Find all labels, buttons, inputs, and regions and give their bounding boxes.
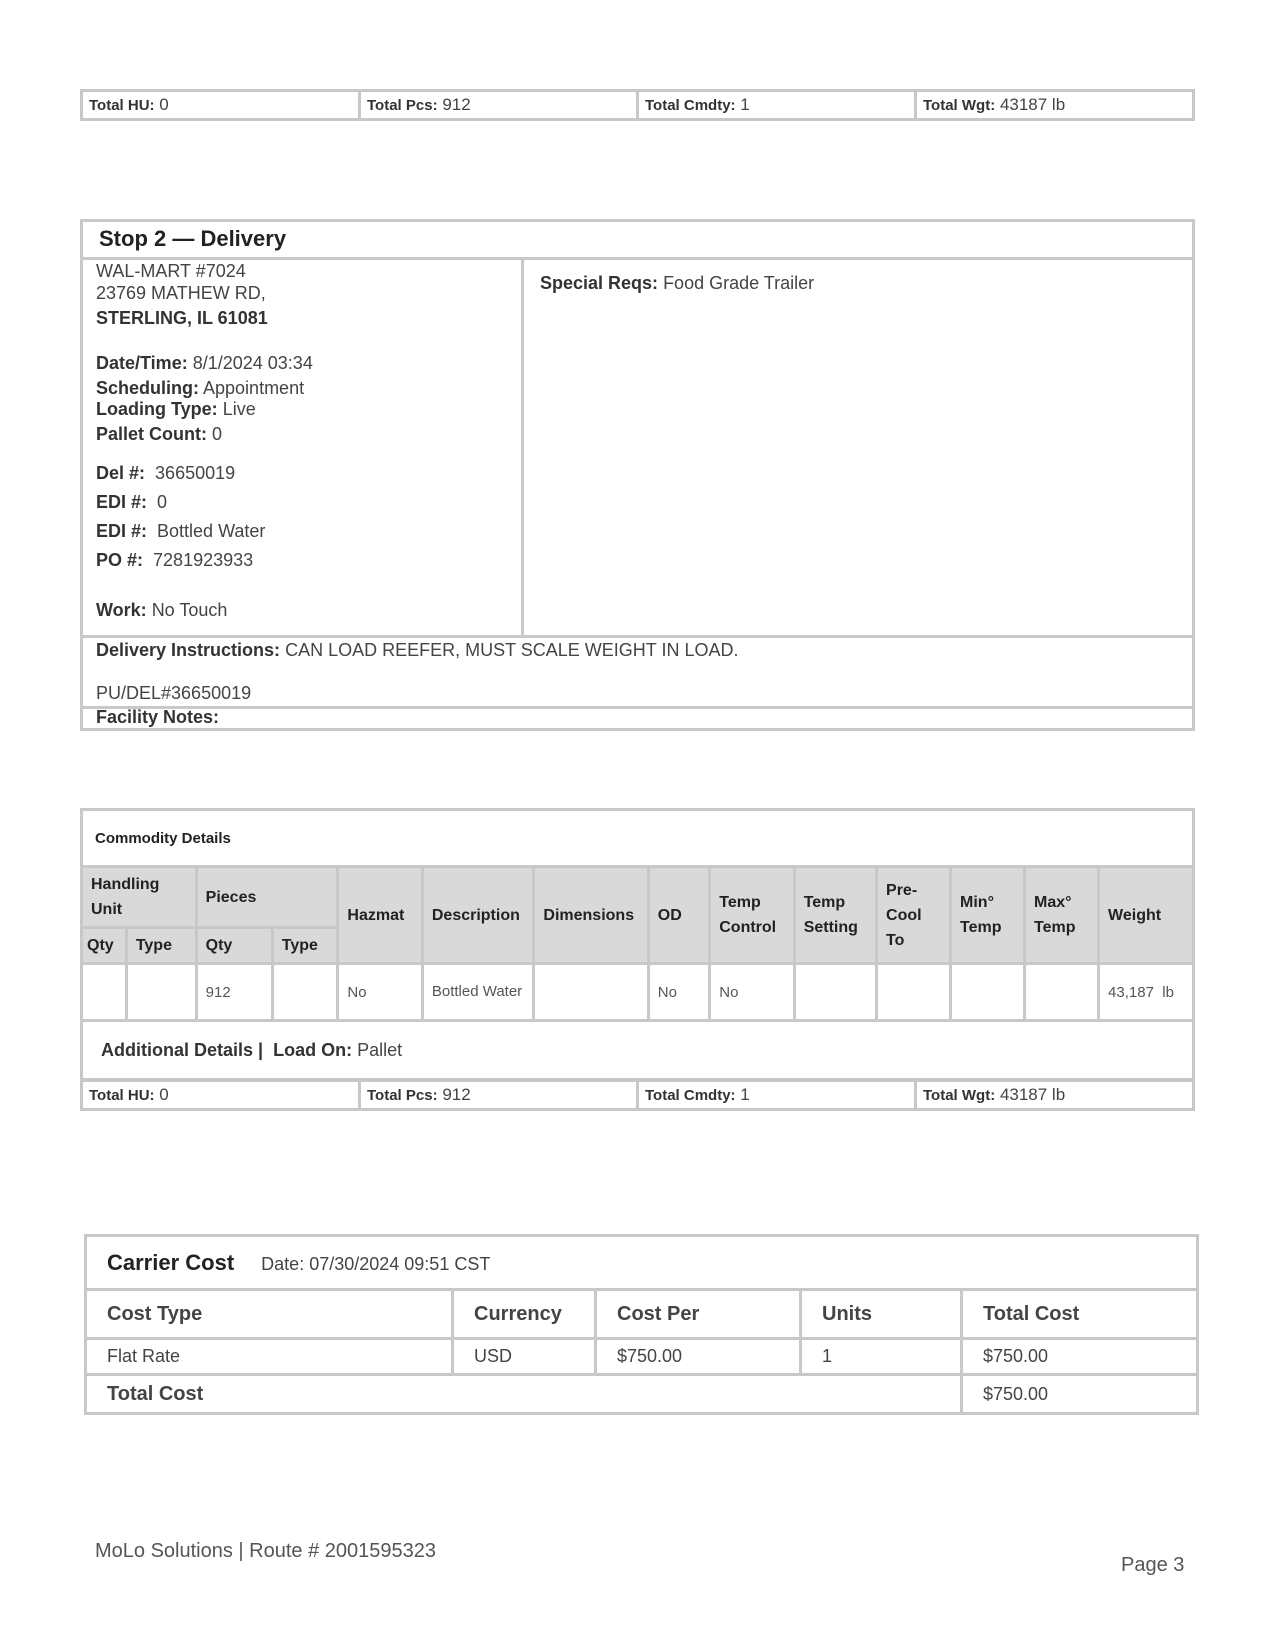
cell-hu-qty [82,964,127,1021]
col-hu-type: Type [126,928,196,964]
cell-hu-type [126,964,196,1021]
stop-edi-number: EDI #: 0 [96,492,168,512]
stop-address: 23769 MATHEW RD, [96,283,266,303]
carrier-cost-table [84,1234,1199,1415]
commodity-details-table [80,808,1195,1081]
col-total-cost: Total Cost [962,1290,1198,1339]
cell-total-cost: $750.00 [962,1339,1198,1375]
col-temp-setting: Temp Setting [794,867,876,964]
col-od: OD [648,867,710,964]
table-row [86,1339,1198,1375]
stop-work: Work: No Touch [96,600,228,620]
col-pcs-type: Type [272,928,338,964]
col-temp-control: Temp Control [710,867,794,964]
col-cost-per: Cost Per [596,1290,801,1339]
total-wgt-cell: Total Wgt: 43187 lb [916,1081,1194,1110]
stop-name: WAL-MART #7024 [96,261,246,281]
col-pcs-qty: Qty [196,928,272,964]
cell-currency: USD [453,1339,596,1375]
total-wgt-cell: Total Wgt: 43187 lb [916,91,1194,120]
commodity-title: Commodity Details [82,810,1194,867]
top-totals-row [80,89,1195,121]
total-cost-value: $750.00 [962,1375,1198,1414]
cell-pcs-qty: 912 [196,964,272,1021]
stop-delivery-box [80,219,1195,731]
total-pcs-cell: Total Pcs: 912 [360,91,638,120]
delivery-instructions-ref: PU/DEL#36650019 [96,683,252,703]
total-hu-cell: Total HU: 0 [82,91,360,120]
col-dimensions: Dimensions [534,867,648,964]
cell-temp-setting [794,964,876,1021]
col-currency: Currency [453,1290,596,1339]
col-cost-type: Cost Type [86,1290,453,1339]
total-pcs-cell: Total Pcs: 912 [360,1081,638,1110]
total-cost-label: Total Cost [86,1375,962,1414]
cell-od: No [648,964,710,1021]
cell-dimensions [534,964,648,1021]
table-row [82,964,1194,1021]
col-units: Units [801,1290,962,1339]
cell-precool [877,964,951,1021]
page-number: Page 3 [1121,1554,1185,1576]
col-min-temp: Min° Temp [951,867,1025,964]
col-description: Description [422,867,534,964]
col-hu-qty: Qty [82,928,127,964]
stop-title: Stop 2 — Delivery [83,222,1192,260]
delivery-instructions [83,635,1192,709]
total-cmdty-cell: Total Cmdty: 1 [638,1081,916,1110]
carrier-cost-title-row [86,1236,1198,1290]
stop-po-number: PO #: 7281923933 [96,550,254,570]
stop-loading-type: Loading Type: Live [96,399,256,419]
stop-city: STERLING, IL 61081 [96,308,268,328]
stop-details [83,260,524,635]
col-max-temp: Max° Temp [1025,867,1099,964]
stop-datetime: Date/Time: 8/1/2024 03:34 [96,353,313,373]
cell-temp-control: No [710,964,794,1021]
stop-pallet-count: Pallet Count: 0 [96,424,223,444]
stop-del-number: Del #: 36650019 [96,463,236,483]
stop-scheduling: Scheduling: Appointment [96,378,305,398]
total-cmdty-cell: Total Cmdty: 1 [638,91,916,120]
cell-description: Bottled Water [422,964,534,1021]
facility-notes [83,706,1192,731]
col-handling-unit: Handling Unit [82,867,197,928]
total-hu-cell: Total HU: 0 [82,1081,360,1110]
col-pieces: Pieces [196,867,338,928]
stop-edi-number-2: EDI #: Bottled Water [96,521,266,541]
carrier-cost-title: Carrier Cost [107,1249,235,1275]
cell-pcs-type [272,964,338,1021]
cell-weight: 43,187 lb [1099,964,1194,1021]
facility-notes-label: Facility Notes: [96,707,220,727]
col-precool: Pre-Cool To [877,867,951,964]
stop-special-reqs-panel [524,260,1192,635]
cell-cost-per: $750.00 [596,1339,801,1375]
special-reqs: Special Reqs: Food Grade Trailer [540,273,815,293]
col-weight: Weight [1099,867,1194,964]
cell-hazmat: No [338,964,422,1021]
footer-route: MoLo Solutions | Route # 2001595323 [95,1540,437,1562]
commodity-totals-row [80,1079,1195,1111]
cell-max-temp [1025,964,1099,1021]
cell-min-temp [951,964,1025,1021]
carrier-cost-date: Date: 07/30/2024 09:51 CST [261,1253,491,1274]
cell-units: 1 [801,1339,962,1375]
additional-details: Additional Details | Load On: Pallet [82,1021,1194,1080]
cell-cost-type: Flat Rate [86,1339,453,1375]
delivery-instructions-text: Delivery Instructions: CAN LOAD REEFER, MUST SCALE WEIGHT IN LOAD. [96,640,739,660]
col-hazmat: Hazmat [338,867,422,964]
